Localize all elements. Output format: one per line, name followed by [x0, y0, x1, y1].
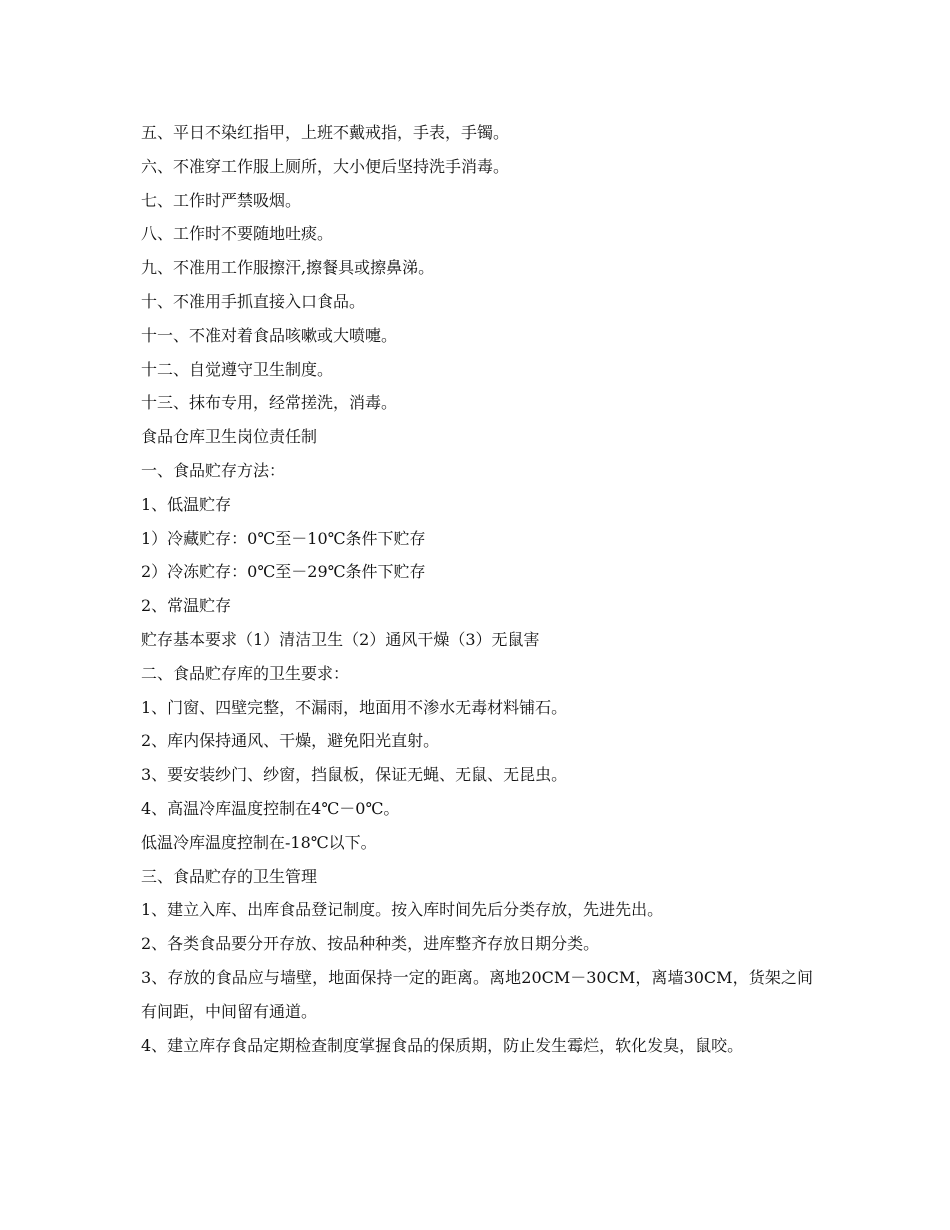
rule-item-5: 五、平日不染红指甲，上班不戴戒指，手表，手镯。 [141, 123, 510, 142]
subheading-low-temp-storage: 1、低温贮存 [141, 494, 232, 514]
refrigerated-storage-line: 1）冷藏贮存：0℃至－10℃条件下贮存 [141, 528, 426, 548]
rule-item-9: 九、不准用工作服擦汗,擦餐具或擦鼻涕。 [141, 258, 435, 278]
subheading-room-temp-storage: 2、常温贮存 [141, 596, 232, 616]
management-item-4: 4、建立库存食品定期检查制度掌握食品的保质期，防止发生霉烂，软化发臭，鼠咬。 [141, 1035, 744, 1055]
section-heading-storage-methods: 一、食品贮存方法： [141, 460, 286, 480]
management-item-3: 3、存放的食品应与墙壁，地面保持一定的距离。离地20CM－30CM，离墙30CM，货架之间有间距，中间留有通道。 [141, 967, 813, 1021]
frozen-storage-line: 2）冷冻贮存：0℃至－29℃条件下贮存 [141, 562, 426, 582]
low-temp-control-line: 低温冷库温度控制在-18℃以下。 [141, 832, 377, 852]
hygiene-item-4: 4、高温冷库温度控制在4℃－0℃。 [141, 798, 400, 818]
hygiene-item-3: 3、要安装纱门、纱窗，挡鼠板，保证无蝇、无鼠、无昆虫。 [141, 765, 568, 785]
hygiene-item-2: 2、库内保持通风、干燥，避免阳光直射。 [141, 731, 440, 751]
hygiene-item-1: 1、门窗、四壁完整，不漏雨，地面用不渗水无毒材料铺石。 [141, 697, 568, 717]
management-item-1: 1、建立入库、出库食品登记制度。按入库时间先后分类存放，先进先出。 [141, 900, 664, 920]
section-title: 食品仓库卫生岗位责任制 [141, 427, 318, 447]
rule-item-10: 十、不准用手抓直接入口食品。 [141, 291, 366, 311]
rule-item-7: 七、工作时严禁吸烟。 [141, 190, 302, 210]
rule-item-6: 六、不准穿工作服上厕所，大小便后坚持洗手消毒。 [141, 156, 510, 176]
rule-item-13: 十三、抹布专用，经常搓洗，消毒。 [141, 393, 398, 413]
rule-item-11: 十一、不准对着食品咳嗽或大喷嚏。 [141, 325, 398, 345]
section-heading-storage-hygiene: 二、食品贮存库的卫生要求： [141, 663, 350, 683]
management-item-2: 2、各类食品要分开存放、按品种种类，进库整齐存放日期分类。 [141, 934, 600, 954]
rule-item-8: 八、工作时不要随地吐痰。 [141, 224, 334, 244]
rule-item-12: 十二、自觉遵守卫生制度。 [141, 359, 334, 379]
storage-basic-requirements: 贮存基本要求（1）清洁卫生（2）通风干燥（3）无鼠害 [141, 629, 540, 649]
section-heading-storage-management: 三、食品贮存的卫生管理 [141, 866, 318, 886]
document-body [141, 116, 813, 1062]
